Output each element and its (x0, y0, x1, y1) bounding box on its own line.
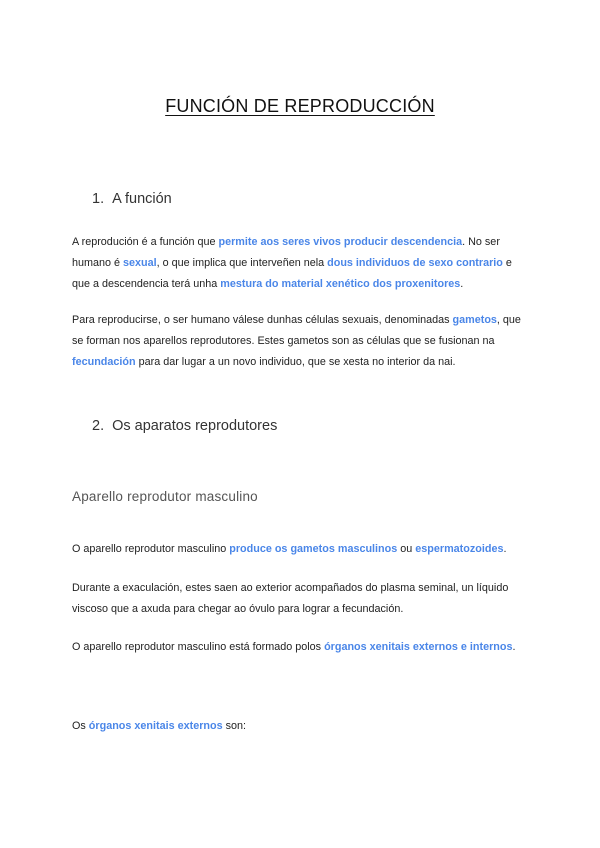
text: Para reproducirse, o ser humano válese dunhas células sexuais, denominadas (72, 314, 453, 326)
text: . (512, 641, 516, 653)
text: . (503, 543, 507, 555)
text: . (460, 278, 464, 290)
highlight: órganos xenitais externos e internos (324, 641, 513, 653)
text: Os (72, 720, 89, 732)
section-heading-2 (92, 418, 277, 434)
paragraph-4 (72, 578, 532, 620)
highlight: produce os gametos masculinos (229, 543, 398, 555)
section-heading-text: A función (112, 191, 172, 207)
section-number: 2. (92, 418, 105, 434)
highlight: fecundación (72, 356, 136, 368)
paragraph-1 (72, 232, 532, 295)
highlight: espermatozoides (415, 543, 504, 555)
text: O aparello reprodutor masculino está formado polos (72, 641, 325, 653)
section-heading-text: Os aparatos reprodutores (112, 418, 278, 434)
section-number: 1. (92, 191, 105, 207)
highlight: permite aos seres vivos producir descendencia (218, 236, 463, 248)
text: son: (222, 720, 247, 732)
highlight: mestura do material xenético dos proxenitores (220, 278, 461, 290)
text: , que se forman nos aparellos reprodutores. Estes gametos son as células que se fusionan na (72, 314, 521, 347)
subheading: Aparello reprodutor masculino (72, 489, 258, 504)
text: Durante a exaculación, estes saen ao exterior acompañados do plasma seminal, un líquido viscoso que a axuda para chegar ao óvulo para lograr a fecundación. (72, 582, 509, 615)
text: e que a descendencia terá unha (72, 257, 512, 290)
section-heading-1 (92, 191, 172, 207)
text: ou (397, 543, 416, 555)
paragraph-3 (72, 539, 532, 560)
paragraph-2 (72, 310, 532, 373)
text: A reprodución é a función que (72, 236, 219, 248)
highlight: gametos (452, 314, 497, 326)
text: . No ser humano é (72, 236, 500, 269)
text: para dar lugar a un novo individuo, que se xesta no interior da nai. (135, 356, 456, 368)
highlight: sexual (123, 257, 157, 269)
paragraph-6 (72, 716, 532, 737)
highlight: órganos xenitais externos (88, 720, 223, 732)
highlight: dous individuos de sexo contrario (327, 257, 503, 269)
text: O aparello reprodutor masculino (72, 543, 230, 555)
document-title: FUNCIÓN DE REPRODUCCIÓN (165, 96, 435, 116)
text: , o que implica que interveñen nela (156, 257, 328, 269)
paragraph-5 (72, 637, 532, 658)
